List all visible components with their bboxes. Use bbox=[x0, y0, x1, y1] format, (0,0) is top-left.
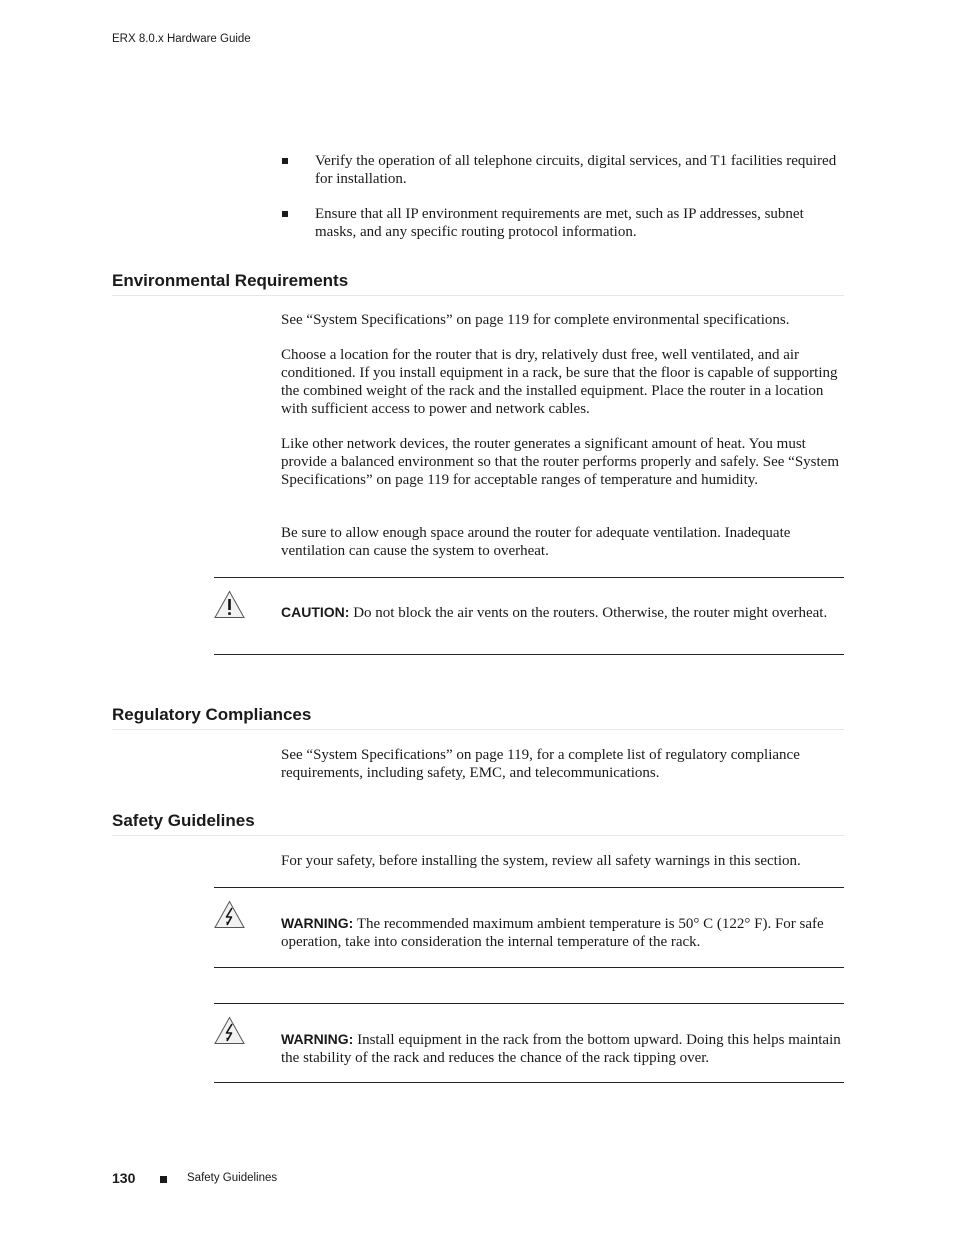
environmental-paragraph: See “System Specifications” on page 119 for complete environmental specifications. bbox=[281, 312, 790, 328]
footer-section-label: Safety Guidelines bbox=[187, 1172, 278, 1184]
heading-safety-guidelines: Safety Guidelines bbox=[112, 811, 844, 836]
warning-notice bbox=[214, 887, 844, 968]
heading-environmental-requirements: Environmental Requirements bbox=[112, 271, 844, 296]
warning-label: WARNING: bbox=[281, 1031, 354, 1047]
bullet-square-icon bbox=[282, 211, 288, 217]
warning-body: Install equipment in the rack from the bottom upward. Doing this helps maintain the stability of the rack and reduces the chance of the rack tipping over. bbox=[281, 1032, 841, 1066]
caution-icon bbox=[214, 590, 245, 619]
regulatory-paragraph: See “System Specifications” on page 119, for a complete list of regulatory compliance requirements, including safety, EMC, and telecommunications. bbox=[281, 747, 800, 781]
environmental-paragraph: Choose a location for the router that is dry, relatively dust free, well ventilated, and air conditioned. If you install equipment in a rack, be sure that the floor is capable of supporting the combined weight of the rack and the installed equipment. Place the router in a location with sufficient access to power and network cables. bbox=[281, 347, 838, 417]
page-number: 130 bbox=[112, 1170, 136, 1186]
caution-label: CAUTION: bbox=[281, 604, 350, 620]
list-item bbox=[281, 205, 846, 241]
bullet-text: Ensure that all IP environment requirements are met, such as IP addresses, subnet masks, and any specific routing protocol information. bbox=[315, 206, 804, 240]
environmental-paragraph: Be sure to allow enough space around the router for adequate ventilation. Inadequate ventilation can cause the system to overheat. bbox=[281, 525, 791, 559]
warning-body: The recommended maximum ambient temperature is 50° C (122° F). For safe operation, take into consideration the internal temperature of the rack. bbox=[281, 916, 824, 950]
warning-electrical-icon bbox=[214, 1016, 245, 1045]
running-header: ERX 8.0.x Hardware Guide bbox=[112, 33, 251, 45]
warning-text bbox=[281, 914, 846, 951]
intro-bullet-list bbox=[281, 152, 846, 258]
bullet-square-icon bbox=[282, 158, 288, 164]
footer-square-icon bbox=[160, 1176, 167, 1183]
bullet-text: Verify the operation of all telephone circuits, digital services, and T1 facilities required for installation. bbox=[315, 153, 837, 187]
caution-body: Do not block the air vents on the routers. Otherwise, the router might overheat. bbox=[353, 605, 828, 621]
list-item bbox=[281, 152, 846, 188]
warning-label: WARNING: bbox=[281, 915, 354, 931]
warning-notice bbox=[214, 1003, 844, 1083]
warning-electrical-icon bbox=[214, 900, 245, 929]
heading-regulatory-compliances: Regulatory Compliances bbox=[112, 705, 844, 730]
warning-text bbox=[281, 1030, 846, 1067]
caution-notice bbox=[214, 577, 844, 655]
environmental-paragraph: Like other network devices, the router generates a significant amount of heat. You must provide a balanced environment so that the router performs properly and safely. See “System Specifications” on page 119 for acceptable ranges of temperature and humidity. bbox=[281, 436, 840, 488]
caution-text bbox=[281, 603, 846, 622]
safety-paragraph: For your safety, before installing the system, review all safety warnings in this section. bbox=[281, 853, 801, 869]
